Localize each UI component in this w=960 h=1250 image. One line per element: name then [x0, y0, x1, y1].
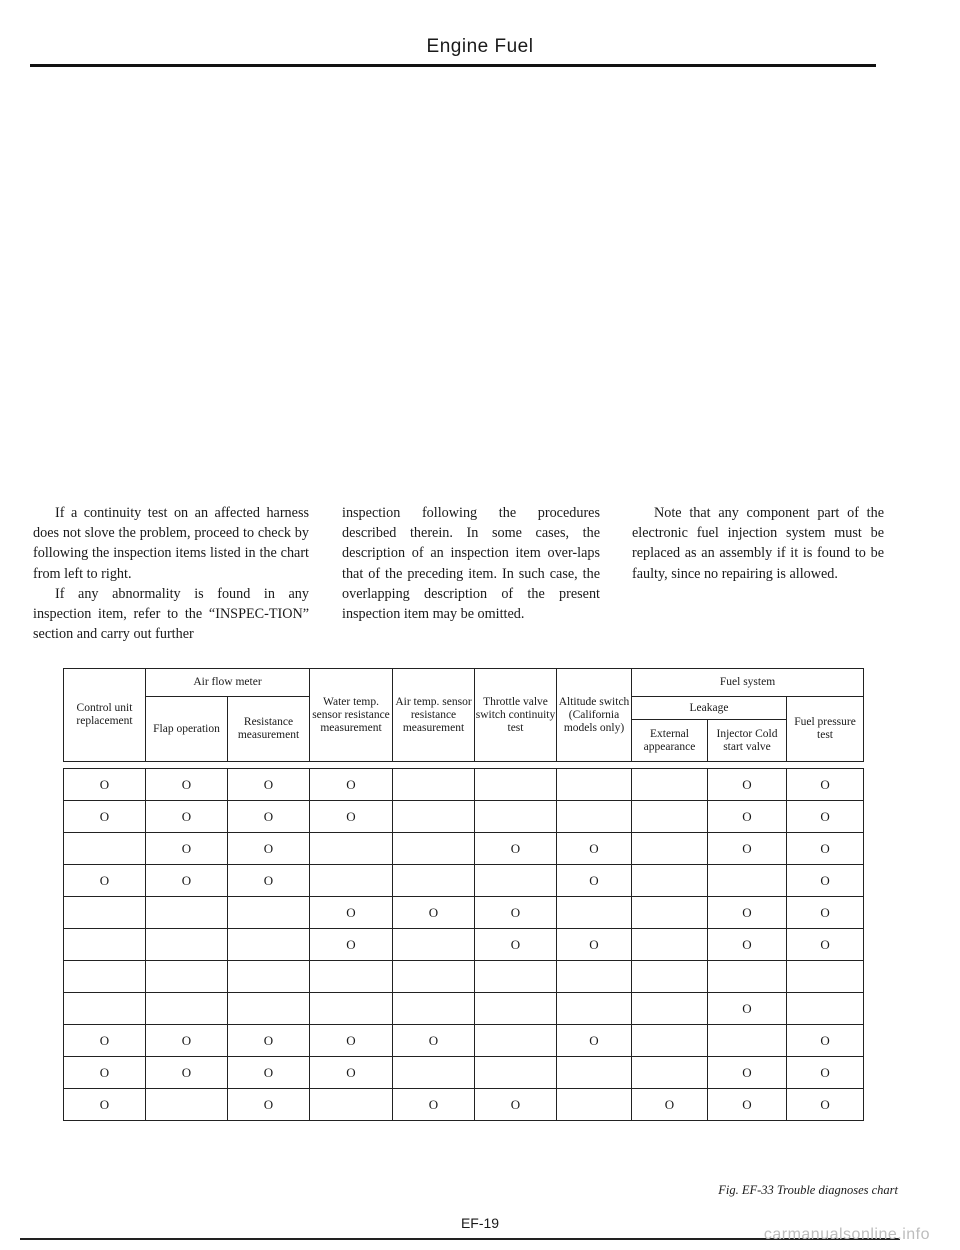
table-cell: O: [708, 993, 787, 1025]
page-header-title: Engine Fuel: [426, 36, 534, 57]
table-cell: O: [393, 897, 475, 929]
table-cell: [146, 1089, 228, 1121]
table-cell: [64, 961, 146, 993]
table-cell: O: [228, 1025, 310, 1057]
table-cell: O: [310, 897, 393, 929]
table-cell: O: [708, 1057, 787, 1089]
table-cell: [787, 993, 864, 1025]
table-cell: O: [708, 1089, 787, 1121]
table-cell: O: [228, 833, 310, 865]
table-cell: O: [787, 865, 864, 897]
watermark: carmanualsonline.info: [763, 1226, 930, 1243]
table-cell: [146, 961, 228, 993]
header-air-flow-meter: Air flow meter: [146, 669, 310, 697]
trouble-diagnoses-chart: [63, 668, 864, 1121]
table-row: [64, 993, 864, 1025]
table-cell: O: [310, 769, 393, 801]
table-cell: O: [146, 769, 228, 801]
table-cell: O: [475, 897, 557, 929]
table-cell: [475, 801, 557, 833]
table-cell: [708, 961, 787, 993]
table-cell: O: [787, 897, 864, 929]
header-water-temp: Water temp. sensor resistance measurement: [310, 669, 393, 762]
table-cell: O: [787, 769, 864, 801]
table-row: [64, 1089, 864, 1121]
page-number: EF-19: [460, 1215, 500, 1231]
table-cell: O: [787, 833, 864, 865]
table-cell: [393, 833, 475, 865]
table-cell: O: [393, 1089, 475, 1121]
header-flap-operation: Flap operation: [146, 697, 228, 762]
table-row: [64, 1025, 864, 1057]
table-cell: O: [475, 929, 557, 961]
table-cell: O: [64, 865, 146, 897]
table-cell: O: [64, 1089, 146, 1121]
table-cell: [557, 961, 632, 993]
paragraph: inspection following the procedures described therein. In some cases, the description of an inspection item over-laps that of the preceding item. In such case, the overlapping description of the present inspection item may be omitted.: [342, 505, 600, 623]
table-cell: [708, 1025, 787, 1057]
paragraph: If a continuity test on an affected harness does not slove the problem, proceed to check by following the inspection items listed in the chart from left to right.: [33, 505, 309, 582]
chart-body: [64, 769, 864, 1121]
table-cell: [64, 993, 146, 1025]
header-control-unit: Control unit replacement: [64, 669, 146, 762]
table-cell: O: [475, 1089, 557, 1121]
header-rule: [30, 64, 876, 67]
table-cell: [557, 1057, 632, 1089]
table-cell: O: [146, 1025, 228, 1057]
table-cell: [632, 865, 708, 897]
table-cell: O: [787, 1025, 864, 1057]
table-cell: O: [787, 1057, 864, 1089]
table-cell: [393, 993, 475, 1025]
table-cell: [393, 801, 475, 833]
header-fuel-system: Fuel system: [632, 669, 864, 697]
table-cell: [310, 833, 393, 865]
table-cell: [64, 833, 146, 865]
header-external: External appearance: [632, 720, 708, 762]
table-row: [64, 801, 864, 833]
header-spacer: [64, 762, 864, 769]
table-cell: [632, 929, 708, 961]
table-cell: O: [310, 1025, 393, 1057]
table-cell: [228, 929, 310, 961]
header-throttle: Throttle valve switch continuity test: [475, 669, 557, 762]
table-cell: O: [787, 1089, 864, 1121]
table-cell: [475, 1057, 557, 1089]
table-row: [64, 961, 864, 993]
table-cell: [475, 769, 557, 801]
table-cell: [557, 1089, 632, 1121]
table-cell: [632, 833, 708, 865]
table-cell: O: [228, 1089, 310, 1121]
table-cell: [393, 961, 475, 993]
table-cell: O: [228, 1057, 310, 1089]
table-cell: [146, 993, 228, 1025]
table-row: [64, 1057, 864, 1089]
text-column-3: [632, 503, 884, 584]
table-cell: [557, 801, 632, 833]
table-row: [64, 865, 864, 897]
table-row: [64, 929, 864, 961]
header-leakage: Leakage: [632, 697, 787, 720]
table-cell: O: [146, 865, 228, 897]
paragraph: Note that any component part of the electronic fuel injection system must be replaced as an assembly if it is found to be faulty, since no repairing is allowed.: [632, 505, 884, 582]
table-cell: O: [310, 929, 393, 961]
table-cell: [146, 929, 228, 961]
table-cell: O: [557, 1025, 632, 1057]
table-cell: [632, 961, 708, 993]
table-cell: O: [64, 1057, 146, 1089]
table-cell: O: [64, 1025, 146, 1057]
table-cell: [146, 897, 228, 929]
table-cell: O: [475, 833, 557, 865]
table-cell: O: [228, 865, 310, 897]
table-cell: [475, 865, 557, 897]
table-cell: O: [557, 929, 632, 961]
table-cell: O: [787, 801, 864, 833]
table-cell: O: [632, 1089, 708, 1121]
table-cell: O: [708, 929, 787, 961]
table-cell: O: [708, 833, 787, 865]
table-cell: O: [146, 1057, 228, 1089]
table-cell: O: [787, 929, 864, 961]
table-cell: [557, 897, 632, 929]
table-cell: [557, 993, 632, 1025]
table-cell: [228, 897, 310, 929]
header-injector: Injector Cold start valve: [708, 720, 787, 762]
table-cell: O: [708, 897, 787, 929]
table-cell: [310, 961, 393, 993]
table-cell: [557, 769, 632, 801]
paragraph: If any abnormality is found in any inspection item, refer to the “INSPEC-TION” section and carry out further: [33, 585, 309, 643]
table-cell: [228, 993, 310, 1025]
table-cell: [310, 993, 393, 1025]
table-cell: [228, 961, 310, 993]
table-cell: [632, 769, 708, 801]
table-cell: O: [64, 769, 146, 801]
table-cell: [310, 1089, 393, 1121]
table-cell: [393, 769, 475, 801]
table-cell: [632, 993, 708, 1025]
table-cell: [632, 1057, 708, 1089]
header-altitude: Altitude switch (California models only): [557, 669, 632, 762]
header-air-temp: Air temp. sensor resistance measurement: [393, 669, 475, 762]
table-row: [64, 897, 864, 929]
table-cell: O: [64, 801, 146, 833]
table-cell: O: [146, 801, 228, 833]
table-cell: O: [146, 833, 228, 865]
table-cell: [632, 801, 708, 833]
table-cell: [475, 961, 557, 993]
table-cell: [475, 1025, 557, 1057]
table-cell: O: [228, 769, 310, 801]
text-column-2: [342, 503, 600, 624]
table-cell: [64, 897, 146, 929]
table-cell: [64, 929, 146, 961]
table-cell: [632, 897, 708, 929]
text-column-1: [33, 503, 309, 644]
table-cell: O: [310, 1057, 393, 1089]
table-cell: [475, 993, 557, 1025]
table-cell: [393, 929, 475, 961]
table-cell: O: [557, 833, 632, 865]
table-cell: O: [708, 769, 787, 801]
header-fuel-pressure: Fuel pressure test: [787, 697, 864, 762]
table-cell: [632, 1025, 708, 1057]
table-cell: [787, 961, 864, 993]
table-row: [64, 833, 864, 865]
figure-caption: Fig. EF-33 Trouble diagnoses chart: [718, 1183, 898, 1197]
table-cell: O: [708, 801, 787, 833]
table-cell: O: [228, 801, 310, 833]
table-cell: [310, 865, 393, 897]
table-cell: [708, 865, 787, 897]
table-cell: [393, 1057, 475, 1089]
table-cell: [393, 865, 475, 897]
header-af-resistance: Resistance measurement: [228, 697, 310, 762]
table-row: [64, 769, 864, 801]
table-cell: O: [393, 1025, 475, 1057]
table-cell: O: [557, 865, 632, 897]
table-cell: O: [310, 801, 393, 833]
